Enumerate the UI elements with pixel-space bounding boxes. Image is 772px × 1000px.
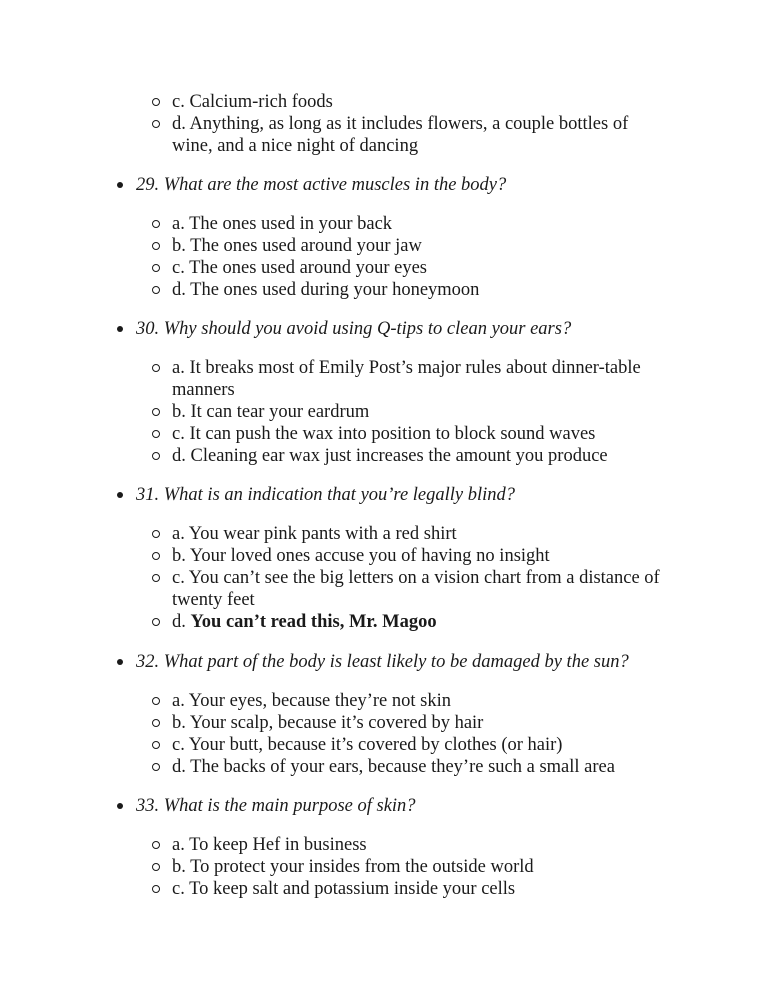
sub-bullet bbox=[152, 286, 160, 294]
answer-option: a. The ones used in your back bbox=[172, 214, 393, 234]
sub-bullet bbox=[152, 98, 160, 106]
answer-option: b. It can tear your eardrum bbox=[172, 402, 370, 422]
answer-option: a. Your eyes, because they’re not skin bbox=[172, 691, 451, 711]
sub-bullet bbox=[152, 719, 160, 727]
sub-bullet bbox=[152, 618, 160, 626]
question-bullet bbox=[117, 492, 123, 498]
sub-bullet bbox=[152, 863, 160, 871]
answer-option: b. Your loved ones accuse you of having no insight bbox=[172, 546, 550, 566]
answer-option: c. It can push the wax into position to block sound waves bbox=[172, 424, 596, 444]
sub-bullet bbox=[152, 741, 160, 749]
sub-bullet bbox=[152, 530, 160, 538]
question-31: 31. What is an indication that you’re legally blind? bbox=[136, 485, 516, 505]
sub-bullet bbox=[152, 408, 160, 416]
sub-bullet bbox=[152, 841, 160, 849]
answer-option: b. Your scalp, because it’s covered by hair bbox=[172, 713, 484, 733]
answer-option: c. You can’t see the big letters on a vision chart from a distance of bbox=[172, 568, 660, 588]
answer-option: c. Calcium-rich foods bbox=[172, 92, 333, 112]
answer-option-continuation: twenty feet bbox=[172, 590, 255, 610]
question-33: 33. What is the main purpose of skin? bbox=[136, 796, 416, 816]
sub-bullet bbox=[152, 697, 160, 705]
sub-bullet bbox=[152, 220, 160, 228]
answer-option: d. Anything, as long as it includes flowers, a couple bottles of bbox=[172, 114, 629, 134]
answer-option: d. The ones used during your honeymoon bbox=[172, 280, 480, 300]
question-bullet bbox=[117, 182, 123, 188]
answer-option: c. To keep salt and potassium inside your cells bbox=[172, 879, 516, 899]
question-bullet bbox=[117, 803, 123, 809]
answer-prefix: d. bbox=[172, 612, 186, 632]
sub-bullet bbox=[152, 264, 160, 272]
question-29: 29. What are the most active muscles in the body? bbox=[136, 175, 507, 195]
question-bullet bbox=[117, 326, 123, 332]
sub-bullet bbox=[152, 120, 160, 128]
answer-option-continuation: manners bbox=[172, 380, 235, 400]
answer-option: a. To keep Hef in business bbox=[172, 835, 367, 855]
answer-option: b. The ones used around your jaw bbox=[172, 236, 422, 256]
answer-option: c. Your butt, because it’s covered by clothes (or hair) bbox=[172, 735, 563, 755]
answer-bold-text: You can’t read this, Mr. Magoo bbox=[190, 612, 437, 632]
answer-option-continuation: wine, and a nice night of dancing bbox=[172, 136, 419, 156]
answer-option: c. The ones used around your eyes bbox=[172, 258, 427, 278]
sub-bullet bbox=[152, 452, 160, 460]
question-30: 30. Why should you avoid using Q-tips to clean your ears? bbox=[136, 319, 572, 339]
answer-option: a. You wear pink pants with a red shirt bbox=[172, 524, 457, 544]
sub-bullet bbox=[152, 364, 160, 372]
answer-option: d. Cleaning ear wax just increases the amount you produce bbox=[172, 446, 608, 466]
sub-bullet bbox=[152, 763, 160, 771]
sub-bullet bbox=[152, 885, 160, 893]
answer-option: d. The backs of your ears, because they’re such a small area bbox=[172, 757, 615, 777]
sub-bullet bbox=[152, 574, 160, 582]
answer-option: b. To protect your insides from the outside world bbox=[172, 857, 534, 877]
answer-option: a. It breaks most of Emily Post’s major rules about dinner-table bbox=[172, 358, 641, 378]
sub-bullet bbox=[152, 552, 160, 560]
answer-option-correct bbox=[172, 611, 437, 633]
sub-bullet bbox=[152, 242, 160, 250]
question-bullet bbox=[117, 659, 123, 665]
question-32: 32. What part of the body is least likely to be damaged by the sun? bbox=[136, 652, 629, 672]
sub-bullet bbox=[152, 430, 160, 438]
